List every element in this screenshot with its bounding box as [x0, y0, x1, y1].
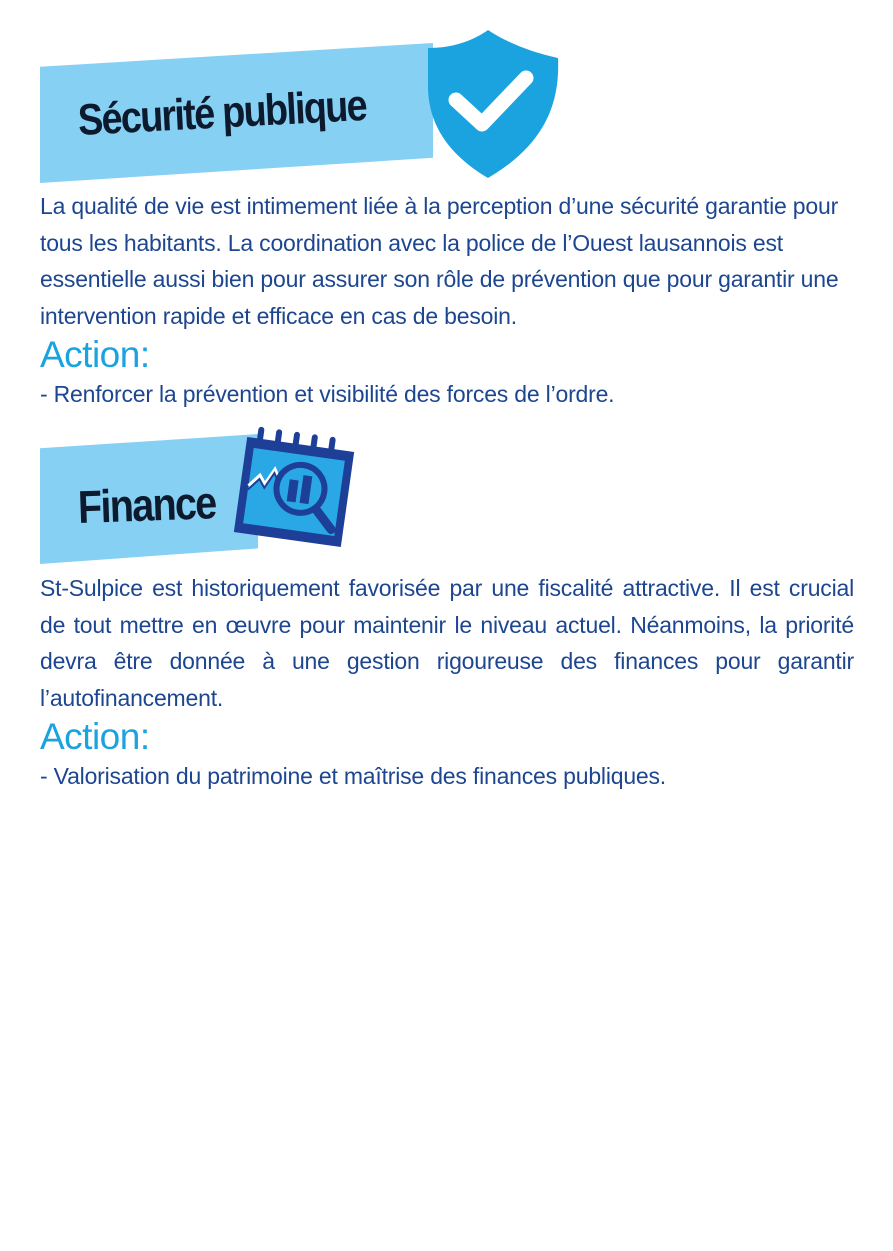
- action-title: Action:: [40, 716, 150, 757]
- section-finance: [40, 424, 854, 794]
- section-heading: Finance: [77, 476, 217, 533]
- action-item: - Renforcer la prévention et visibilité des forces de l’ordre.: [40, 381, 615, 407]
- action-title: Action:: [40, 334, 150, 375]
- action-item: - Valorisation du patrimoine et maîtrise des finances publiques.: [40, 763, 667, 789]
- section-heading: Sécurité publique: [76, 80, 368, 145]
- section-securite-publique: [40, 28, 854, 412]
- section-paragraph: St-Sulpice est historiquement favorisée par une fiscalité attractive. Il est crucial de tout mettre en œuvre pour maintenir le niveau actuel. Néanmoins, la priorité devra être donnée à une gestion rigoureuse des finances pour garantir l’autofinancement.: [40, 575, 854, 711]
- section-header: [40, 28, 854, 188]
- section-paragraph: La qualité de vie est intimement liée à la perception d’une sécurité garantie pour tous les habitants. La coordination avec la police de l’Ouest lausannois est essentielle aussi bien pour assurer son rôle de prévention que pour garantir une intervention rapide et efficace en cas de besoin.: [40, 193, 839, 329]
- calendar-chart-magnifier-icon: [226, 424, 362, 560]
- shield-check-icon: [426, 28, 560, 180]
- section-header: [40, 424, 854, 570]
